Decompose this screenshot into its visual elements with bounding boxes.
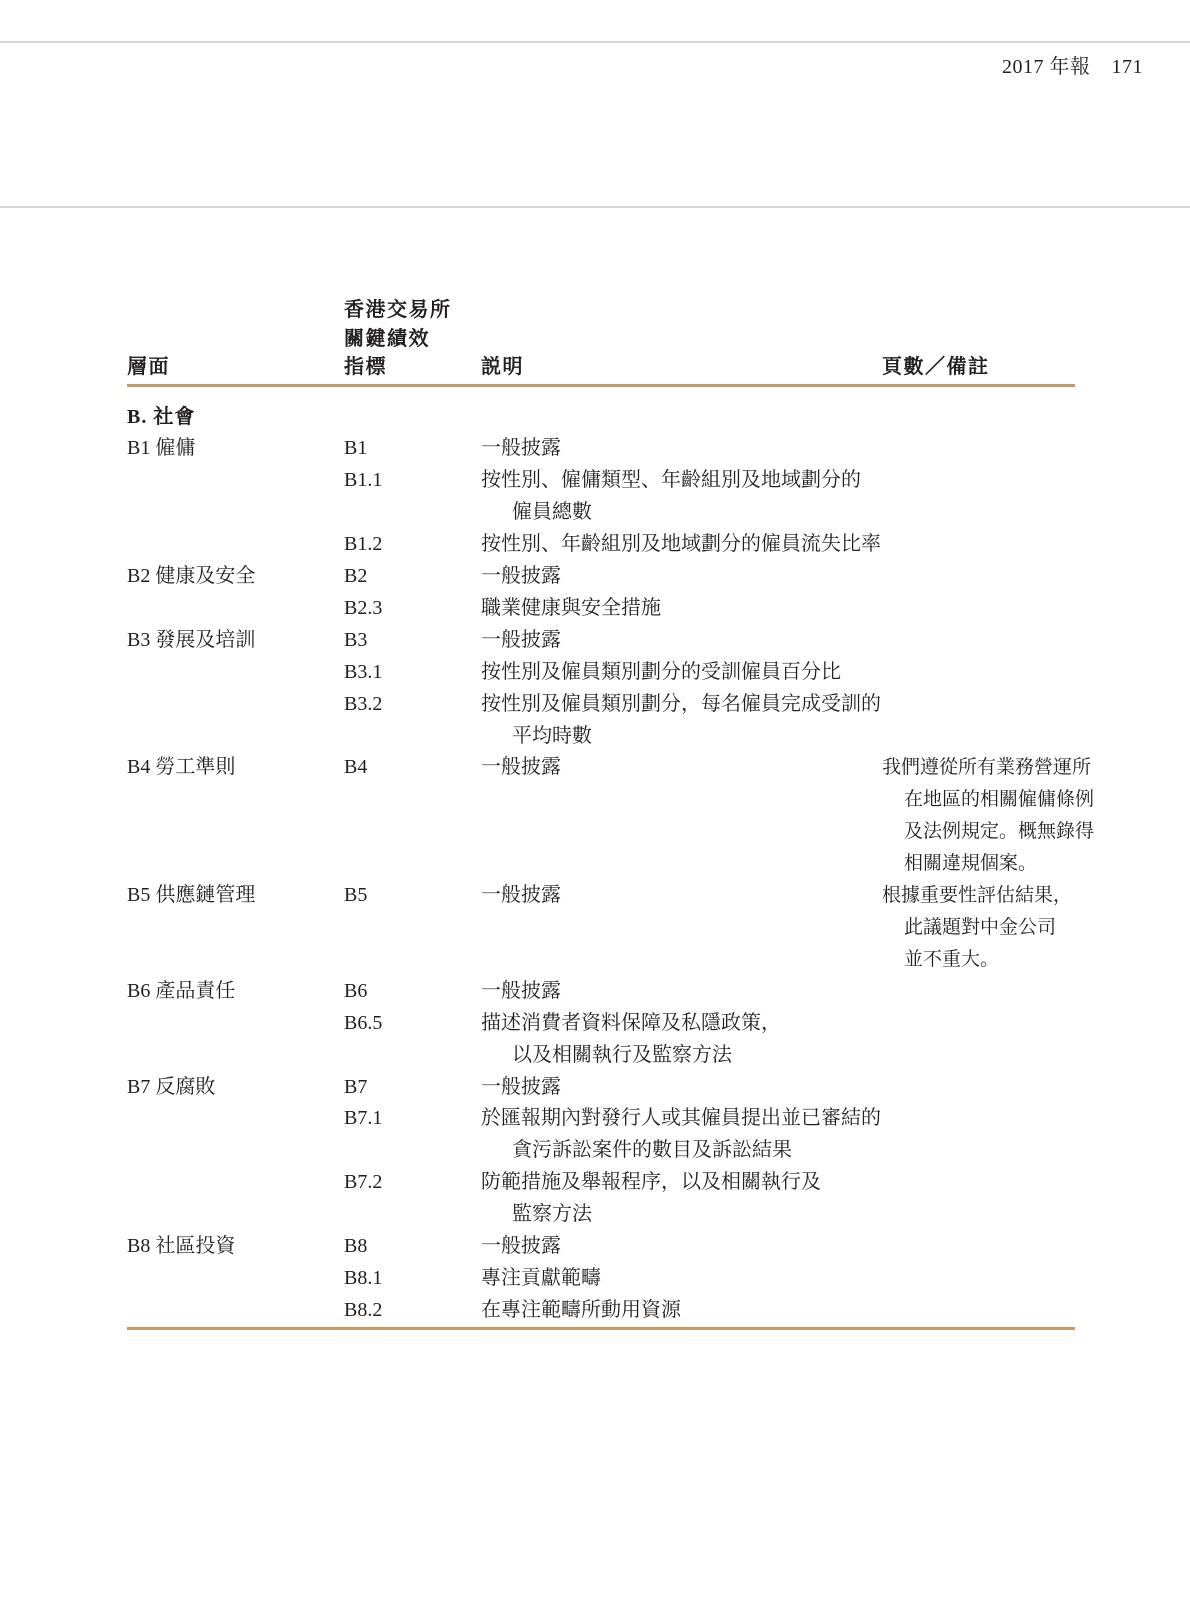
description-cell <box>481 689 882 753</box>
kpi-cell <box>344 1263 481 1295</box>
section-title: B. 社會 <box>127 405 196 428</box>
table-row <box>127 1231 1075 1263</box>
table-row <box>127 593 1075 625</box>
remarks-cell <box>882 657 1075 689</box>
layer-cell <box>127 561 344 593</box>
kpi-label: B5 <box>344 884 368 907</box>
description-line: 監察方法 <box>512 1203 592 1226</box>
layer-cell <box>127 593 344 625</box>
layer-cell <box>127 433 344 465</box>
layer-cell <box>127 625 344 657</box>
remarks-cell <box>882 689 1075 753</box>
kpi-label: B6 <box>344 979 368 1002</box>
layer-cell <box>127 1103 344 1167</box>
description-cell <box>481 1263 882 1295</box>
kpi-label: B3 <box>344 628 368 651</box>
kpi-label: B8.2 <box>344 1298 383 1321</box>
column-header-description: 説明 <box>481 356 524 378</box>
remarks-cell <box>882 561 1075 593</box>
description-cell <box>481 1072 882 1104</box>
layer-label <box>127 657 344 689</box>
kpi-label: B3.1 <box>344 660 383 683</box>
table-row <box>127 1167 1075 1231</box>
kpi-label: B8 <box>344 1235 368 1258</box>
kpi-label: B6.5 <box>344 1011 383 1034</box>
kpi-label: B1.2 <box>344 533 383 556</box>
kpi-label: B7.1 <box>344 1107 383 1130</box>
description-cell <box>481 593 882 625</box>
kpi-cell <box>344 593 481 625</box>
table-row <box>127 433 1075 465</box>
layer-cell <box>127 529 344 561</box>
layer-cell <box>127 880 344 976</box>
layer-cell <box>127 1263 344 1295</box>
section-row <box>127 402 1075 434</box>
kpi-label: B8.1 <box>344 1266 383 1289</box>
layer-cell <box>127 689 344 753</box>
table-row <box>127 529 1075 561</box>
description-line: 以及相關執行及監察方法 <box>512 1043 732 1066</box>
description-line: 按性別、年齡組別及地域劃分的僱員流失比率 <box>481 533 881 556</box>
kpi-label: B7.2 <box>344 1171 383 1194</box>
column-header-pages-remarks: 頁數／備註 <box>882 356 990 378</box>
layer-cell <box>127 752 344 880</box>
table-row <box>127 1103 1075 1167</box>
layer-label: B6 產品責任 <box>127 979 236 1002</box>
description-cell <box>481 529 882 561</box>
description-cell <box>481 433 882 465</box>
table-row <box>127 1008 1075 1072</box>
description-line: 按性別及僱員類別劃分，每名僱員完成受訓的 <box>481 692 881 715</box>
report-title: 2017 年報 <box>1002 56 1091 78</box>
description-cell <box>481 976 882 1008</box>
table-row <box>127 752 1095 880</box>
description-cell <box>481 752 882 880</box>
description-line: 僱員總數 <box>512 501 592 524</box>
layer-label: B4 勞工準則 <box>127 756 236 779</box>
header-divider <box>0 206 1190 208</box>
description-cell <box>481 1231 882 1263</box>
remarks-cell <box>882 433 1075 465</box>
table-row <box>127 880 1075 976</box>
description-cell <box>481 880 882 976</box>
description-cell <box>481 1008 882 1072</box>
description-cell <box>481 561 882 593</box>
table-row <box>127 976 1075 1008</box>
kpi-cell <box>344 1295 481 1327</box>
kpi-cell <box>344 880 481 976</box>
layer-cell <box>127 1167 344 1231</box>
remarks-cell <box>882 1263 1075 1295</box>
page-header <box>1002 50 1143 79</box>
remarks-line: 此議題對中金公司 <box>904 917 1057 938</box>
kpi-cell <box>344 561 481 593</box>
description-line: 在專注範疇所動用資源 <box>481 1298 681 1321</box>
kpi-cell <box>344 1231 481 1263</box>
kpi-cell <box>344 1167 481 1231</box>
kpi-label: B4 <box>344 756 368 779</box>
description-cell <box>481 1295 882 1327</box>
table-row <box>127 1072 1075 1104</box>
layer-cell <box>127 465 344 529</box>
layer-cell <box>127 1231 344 1263</box>
kpi-label: B2.3 <box>344 596 383 619</box>
kpi-cell <box>344 752 481 880</box>
table-row <box>127 465 1075 529</box>
kpi-label: B7 <box>344 1075 368 1098</box>
layer-cell <box>127 1072 344 1104</box>
description-cell <box>481 625 882 657</box>
description-line: 貪污訴訟案件的數目及訴訟結果 <box>512 1139 792 1162</box>
layer-label: B7 反腐敗 <box>127 1075 216 1098</box>
remarks-line: 根據重要性評估結果， <box>882 885 1073 907</box>
remarks-line: 在地區的相關僱傭條例 <box>904 789 1095 811</box>
description-line: 專注貢獻範疇 <box>481 1266 601 1289</box>
kpi-label: B1.1 <box>344 469 383 492</box>
remarks-line: 並不重大。 <box>904 948 1000 970</box>
kpi-label: B2 <box>344 565 368 588</box>
kpi-cell <box>344 625 481 657</box>
kpi-cell <box>344 1072 481 1104</box>
remarks-cell <box>882 529 1075 561</box>
description-line: 一般披露 <box>481 565 561 588</box>
layer-label: B8 社區投資 <box>127 1235 236 1258</box>
description-line: 職業健康與安全措施 <box>481 596 661 619</box>
description-line: 於匯報期內對發行人或其僱員提出並已審結的 <box>481 1107 881 1130</box>
kpi-cell <box>344 529 481 561</box>
kpi-label: B1 <box>344 437 368 460</box>
layer-cell <box>127 1008 344 1072</box>
table-row <box>127 689 1075 753</box>
remarks-cell <box>882 976 1075 1008</box>
table-row <box>127 1263 1075 1295</box>
layer-label: B1 僱傭 <box>127 437 196 460</box>
description-line: 一般披露 <box>481 1235 561 1258</box>
table-row <box>127 561 1075 593</box>
table-row <box>127 625 1075 657</box>
remarks-line: 相關違規個案。 <box>904 853 1038 875</box>
remarks-cell <box>882 1072 1075 1104</box>
remarks-cell <box>882 1008 1075 1072</box>
page-number: 171 <box>1111 56 1143 78</box>
remarks-cell <box>882 1167 1075 1231</box>
column-header-kpi-line3: 指標 <box>344 356 387 378</box>
layer-label <box>127 1295 344 1327</box>
kpi-cell <box>344 1103 481 1167</box>
layer-cell <box>127 976 344 1008</box>
top-divider <box>0 41 1190 43</box>
description-cell <box>481 657 882 689</box>
remarks-cell <box>882 593 1075 625</box>
description-line: 防範措施及舉報程序，以及相關執行及 <box>481 1171 821 1194</box>
table-body <box>127 387 1095 1330</box>
description-line: 一般披露 <box>481 1075 561 1098</box>
kpi-cell <box>344 689 481 753</box>
column-header-kpi <box>344 296 481 382</box>
description-cell <box>481 465 882 529</box>
layer-cell <box>127 657 344 689</box>
column-header-kpi-line2: 關鍵績效 <box>344 327 430 350</box>
layer-label: B2 健康及安全 <box>127 565 256 588</box>
layer-label <box>127 1167 344 1199</box>
description-line: 按性別、僱傭類型、年齡組別及地域劃分的 <box>481 469 861 492</box>
layer-label: B3 發展及培訓 <box>127 628 256 651</box>
kpi-cell <box>344 433 481 465</box>
remarks-line: 我們遵從所有業務營運所 <box>882 757 1092 779</box>
section-title-cell <box>127 402 1075 434</box>
remarks-cell <box>882 1103 1075 1167</box>
description-line: 一般披露 <box>481 756 561 779</box>
kpi-cell <box>344 657 481 689</box>
kpi-cell <box>344 976 481 1008</box>
description-line: 按性別及僱員類別劃分的受訓僱員百分比 <box>481 660 841 683</box>
description-cell <box>481 1103 882 1167</box>
description-cell <box>481 1167 882 1231</box>
remarks-line: 及法例規定。概無錄得 <box>904 821 1095 843</box>
column-header-layer: 層面 <box>127 356 170 378</box>
layer-label <box>127 1103 344 1135</box>
layer-label <box>127 689 344 721</box>
description-line: 一般披露 <box>481 884 561 907</box>
table-row <box>127 657 1075 689</box>
remarks-cell <box>882 625 1075 657</box>
column-header-kpi-line1: 香港交易所 <box>344 299 452 321</box>
description-line: 一般披露 <box>481 979 561 1002</box>
layer-label: B5 供應鏈管理 <box>127 884 256 907</box>
layer-label <box>127 1263 344 1295</box>
layer-label <box>127 593 344 625</box>
layer-cell <box>127 1295 344 1327</box>
remarks-cell <box>882 752 1094 880</box>
table-row <box>127 1295 1075 1327</box>
layer-label <box>127 1008 344 1040</box>
remarks-cell <box>882 465 1075 529</box>
kpi-label: B3.2 <box>344 692 383 715</box>
description-line: 描述消費者資料保障及私隱政策， <box>481 1011 781 1034</box>
description-line: 平均時數 <box>512 724 592 747</box>
remarks-cell <box>882 1295 1075 1327</box>
layer-label <box>127 529 344 561</box>
remarks-cell <box>882 880 1075 976</box>
description-line: 一般披露 <box>481 437 561 460</box>
table-header-row <box>127 296 1075 387</box>
kpi-cell <box>344 1008 481 1072</box>
layer-label <box>127 465 344 497</box>
kpi-cell <box>344 465 481 529</box>
esg-kpi-table <box>127 296 1095 1330</box>
remarks-cell <box>882 1231 1075 1263</box>
description-line: 一般披露 <box>481 628 561 651</box>
